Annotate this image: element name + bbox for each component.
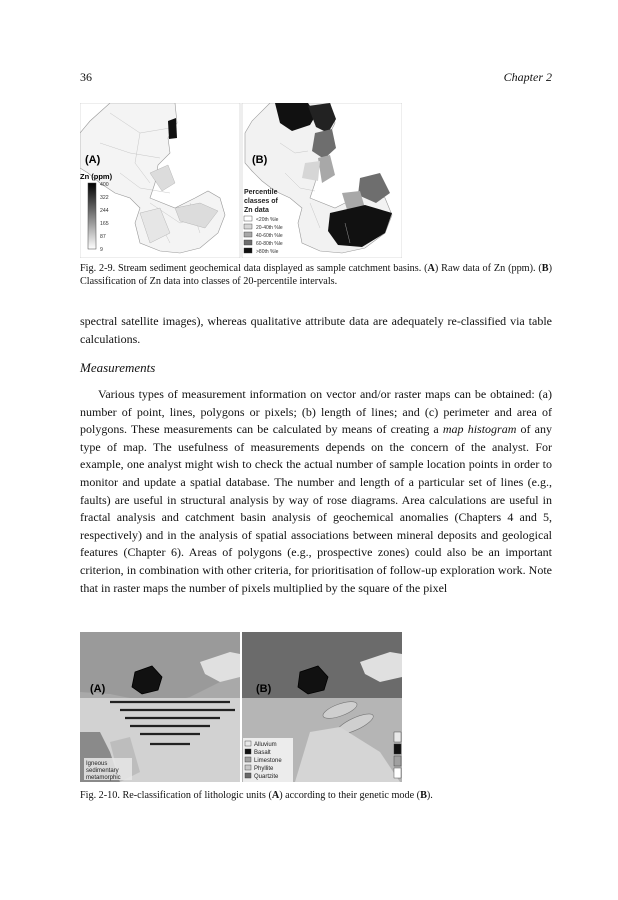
figure-2-10-a-label: (A) (90, 683, 106, 695)
figure-2-10-panel-b (242, 632, 402, 782)
caption-bold: A (271, 790, 280, 801)
legend-swatch (245, 749, 251, 754)
page-number: 36 (80, 70, 92, 84)
paragraph-text: of any type of map. The usefulness of measurements depends on the concern of the analyst. For example, one analyst might wish to check the actual number of sample location points in order to monitor and update a spatial database. The number and length of a particular set of lines (e.g., faults) are useful in structural analysis by way of rose diagrams. Area calculations are useful in fractal analysis and catchment basin analysis of geochemical anomalies (Chapters 4 and 5, respectively) and in the analysis of spatial associations between mineral deposits and geological features (Chapter 6). Areas of polygons (e.g., prospective zones) could also be an important criterion, in combination with other criteria, for prioritisation of follow-up exploration work. Note that in raster maps the number of pixels multiplied by the square of the pixel (80, 422, 552, 595)
zn-tick-label: 9 (100, 247, 103, 253)
lithology-legend-item: Quartzite (254, 774, 279, 780)
paragraph-text: Various types of measurement information on vector and/or raster maps can be obtained: (a) number of point, lines, polygons or pixels; (b) length of lines; and (c) perimeter and area of polygons. These measurements can be calculated by means of creating a (80, 387, 552, 437)
lithology-legend-item: Phyllite (254, 766, 274, 772)
legend-item-label: 40-60th %le (256, 233, 283, 239)
high-zn-basin (168, 118, 177, 139)
legend-swatch (245, 741, 251, 746)
figure-2-9-caption (80, 262, 552, 288)
zn-scale-title: Zn (ppm) (80, 172, 113, 181)
paragraph-2 (80, 386, 552, 597)
figure-2-10-b-label: (B) (256, 683, 272, 695)
legend-title-line: Zn data (244, 207, 269, 214)
zn-tick-label: 87 (100, 234, 106, 240)
zn-tick-label: 244 (100, 208, 109, 214)
figure-2-9-panel-a (80, 103, 240, 258)
legend-swatch (245, 757, 251, 762)
legend-swatch (244, 232, 252, 237)
chapter-title: Chapter 2 (503, 70, 552, 84)
paragraph-emphasis: map histogram (442, 422, 517, 437)
zn-tick-label: 322 (100, 195, 109, 201)
legend-title-line: classes of (244, 198, 278, 205)
zn-tick-label: 165 (100, 221, 109, 227)
legend-swatch (244, 216, 252, 221)
lithology-legend-item: Alluvium (254, 742, 277, 748)
caption-text: ) Classification of Zn data into classes of 20-percentile intervals. (80, 263, 552, 287)
caption-text: ) according to their genetic mode ( (279, 790, 421, 801)
figure-2-10 (80, 632, 402, 782)
lithology-legend-item: Limestone (254, 758, 282, 764)
legend-item-label: 60-80th %le (256, 241, 283, 247)
figure-2-9-panel-b (242, 103, 402, 258)
figure-2-9 (80, 103, 402, 258)
zn-color-scale (88, 183, 96, 249)
running-header (80, 70, 552, 86)
figure-2-10-panel-a (80, 632, 240, 782)
legend-item-label: <20th %le (256, 217, 279, 223)
figure-2-9-b-label: (B) (252, 154, 268, 166)
legend-swatch (244, 240, 252, 245)
caption-text: ). (426, 790, 433, 801)
genetic-legend-item: Igneous (86, 761, 108, 767)
genetic-legend-item: metamorphic (86, 775, 121, 781)
figure-2-9-graphic (80, 103, 402, 258)
figure-2-9-a-label: (A) (85, 154, 101, 166)
lithology-legend (243, 738, 293, 782)
caption-text: Fig. 2-10. Re-classification of lithologic units ( (80, 790, 272, 801)
zn-tick-label: 400 (100, 182, 109, 188)
section-heading: Measurements (80, 360, 156, 375)
legend-swatch (244, 248, 252, 253)
caption-bold: B (541, 263, 549, 274)
caption-text: Fig. 2-9. Stream sediment geochemical data displayed as sample catchment basins. ( (80, 263, 428, 274)
legend-swatch (245, 765, 251, 770)
legend-item-label: 20-40th %le (256, 225, 283, 231)
figure-2-10-caption (80, 789, 552, 802)
legend-item-label: >80th %le (256, 249, 279, 255)
caption-bold: A (427, 263, 435, 274)
caption-text: ) Raw data of Zn (ppm). ( (434, 263, 542, 274)
legend-title-line: Percentile (244, 189, 278, 196)
caption-bold: B (420, 790, 427, 801)
lithology-legend-item: Basalt (254, 750, 271, 756)
figure-2-10-graphic (80, 632, 402, 782)
paragraph-1: spectral satellite images), whereas qualitative attribute data are adequately re-classified via table calculations. (80, 314, 552, 346)
genetic-legend-item: sedimentary (86, 768, 119, 774)
legend-swatch (244, 224, 252, 229)
legend-swatch (245, 773, 251, 778)
